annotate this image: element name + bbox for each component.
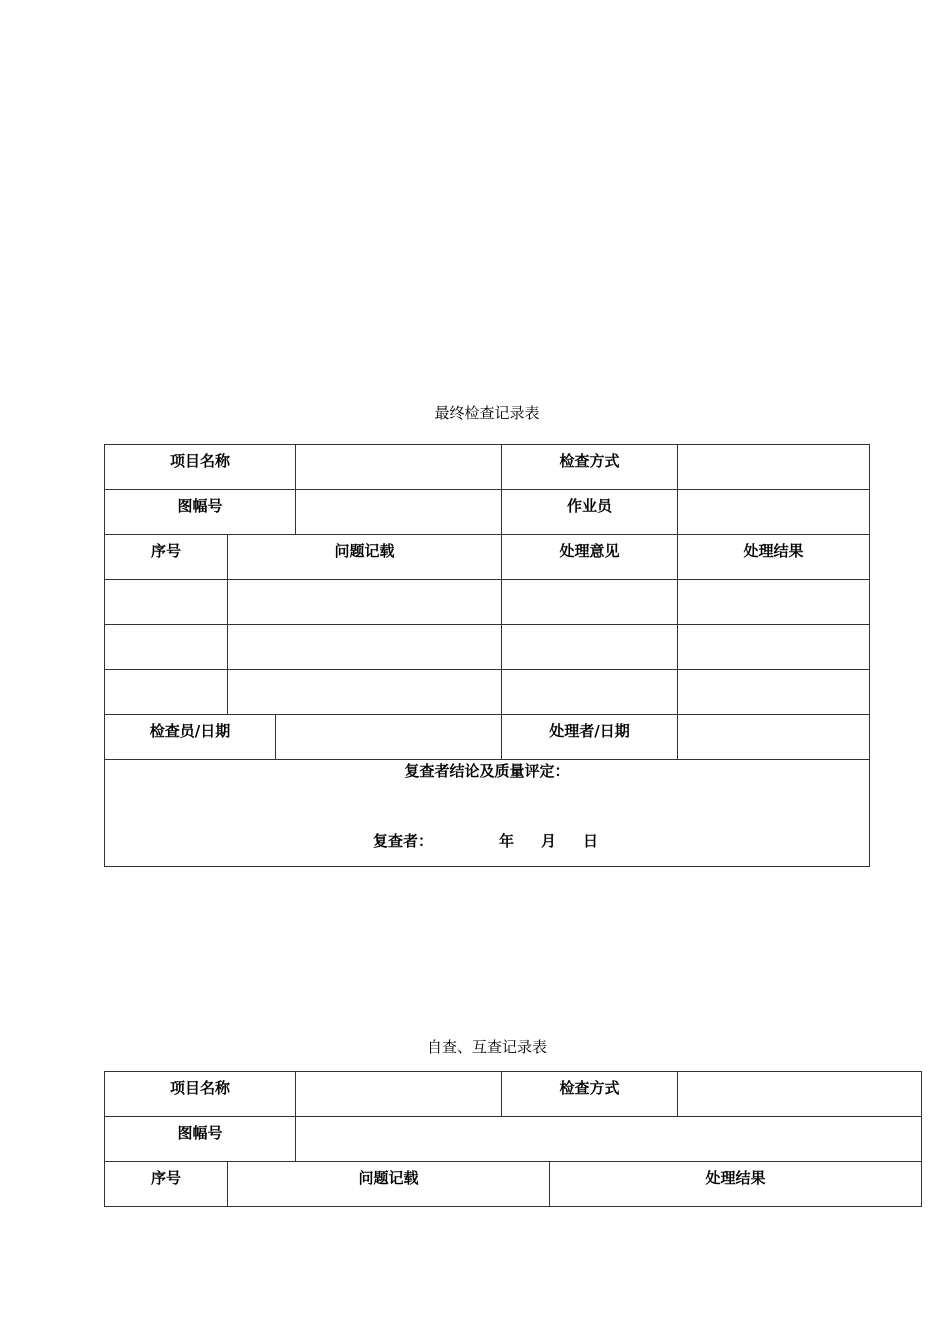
column-header-issue: 问题记载 [358,1169,419,1187]
sheet-number-value-cell[interactable] [296,490,502,535]
handler-date-value-cell[interactable] [678,715,870,760]
column-header-result: 处理结果 [705,1169,766,1187]
column-header [105,1162,228,1207]
day-label: 日 [583,832,599,850]
month-label: 月 [541,832,557,850]
column-header-seq: 序号 [150,1169,181,1187]
reviewer-label: 复查者： [373,832,434,850]
operator-label-cell [502,490,678,535]
handler-date-label: 处理者/日期 [549,722,630,740]
project-name-label-cell [105,445,296,490]
sheet-number-label-cell [105,1117,296,1162]
check-method-label: 检查方式 [559,452,620,470]
project-name-label: 项目名称 [170,1079,231,1097]
check-method-label-cell [502,1072,678,1117]
sheet-number-label: 图幅号 [177,497,223,515]
inspector-date-value-cell[interactable] [276,715,502,760]
table-header-row [105,535,870,580]
check-method-label: 检查方式 [559,1079,620,1097]
conclusion-cell[interactable] [105,760,870,867]
inspector-date-label-cell [105,715,276,760]
column-header [550,1162,922,1207]
table-cell[interactable] [228,580,502,625]
column-header-seq: 序号 [150,542,181,560]
column-header [502,535,678,580]
table-row [105,625,870,670]
operator-value-cell[interactable] [678,490,870,535]
check-method-value-cell[interactable] [678,1072,922,1117]
column-header-issue: 问题记载 [334,542,395,560]
final-form-title: 最终检查记录表 [434,404,540,422]
table-row [105,580,870,625]
table-cell[interactable] [678,670,870,715]
sheet-number-label: 图幅号 [177,1124,223,1142]
table-cell[interactable] [228,625,502,670]
self-check-table [104,1071,922,1207]
table-header-row [105,1162,922,1207]
conclusion-label: 复查者结论及质量评定： [404,762,570,780]
table-row [105,760,870,867]
inspector-date-label: 检查员/日期 [149,722,231,740]
project-name-value-cell[interactable] [296,445,502,490]
table-row [105,670,870,715]
table-cell[interactable] [502,670,678,715]
table-cell[interactable] [678,580,870,625]
project-name-label: 项目名称 [170,452,231,470]
table-cell[interactable] [228,670,502,715]
table-row [105,445,870,490]
table-row [105,1072,922,1117]
table-cell[interactable] [678,625,870,670]
table-cell[interactable] [105,580,228,625]
table-cell[interactable] [502,580,678,625]
year-label: 年 [499,832,515,850]
reviewer-signature-line [373,830,598,851]
column-header [678,535,870,580]
table-row [105,715,870,760]
check-method-value-cell[interactable] [678,445,870,490]
table-cell[interactable] [105,670,228,715]
check-method-label-cell [502,445,678,490]
table-row [105,490,870,535]
column-header [105,535,228,580]
project-name-value-cell[interactable] [296,1072,502,1117]
table-row [105,1117,922,1162]
project-name-label-cell [105,1072,296,1117]
self-check-form-title: 自查、互查记录表 [426,1038,547,1056]
column-header-result: 处理结果 [743,542,804,560]
column-header [228,535,502,580]
operator-label: 作业员 [567,497,613,515]
column-header [228,1162,550,1207]
table-cell[interactable] [502,625,678,670]
handler-date-label-cell [502,715,678,760]
sheet-number-label-cell [105,490,296,535]
table-cell[interactable] [105,625,228,670]
column-header-opinion: 处理意见 [559,542,620,560]
sheet-number-value-cell[interactable] [296,1117,922,1162]
final-inspection-table [104,444,870,867]
